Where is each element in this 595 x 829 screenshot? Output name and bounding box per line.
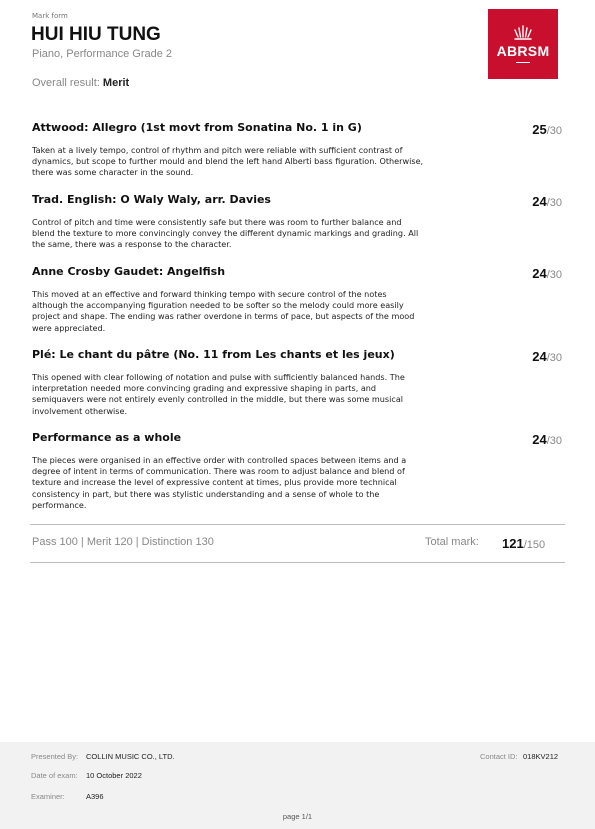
page-number: page 1/1 (282, 812, 313, 821)
totals-top-divider (30, 524, 565, 525)
item-comment: This moved at an effective and forward thinking tempo with secure control of the notes although the accompanying figuration needed to be softer so the melody could more easily project and shape. The ending was rather overdone in terms of pace, but aspects of the mood were appreciated. (32, 289, 415, 333)
item-mark (532, 121, 562, 139)
form-label: Mark form (32, 12, 68, 20)
item-mark (532, 265, 562, 283)
assessment-item (32, 193, 562, 251)
item-mark-out-of: /30 (546, 269, 562, 281)
item-comment: The pieces were organised in an effective order with controlled spaces between items and a degree of intent in terms of communication. There was room to adjust balance and blend of texture and increase the level of expressive content at times, plus provide more technical consistency in part, but there was stylistic understanding and a sense of whole to the performance. (32, 455, 407, 510)
overall-result (32, 77, 129, 89)
item-title: Performance as a whole (32, 431, 182, 444)
grade-thresholds: Pass 100 | Merit 120 | Distinction 130 (32, 536, 214, 548)
logo-underline (516, 62, 530, 64)
total-mark (502, 535, 545, 553)
examiner-value: A396 (86, 792, 104, 801)
candidate-name: HUI HIU TUNG (31, 24, 161, 45)
presented-by-value: COLLIN MUSIC CO., LTD. (86, 752, 175, 761)
totals-bottom-divider (30, 562, 565, 563)
assessment-item (32, 431, 562, 511)
item-mark-value: 24 (532, 432, 547, 447)
item-comment: Taken at a lively tempo, control of rhythm and pitch were reliable with sufficient contrast of dynamics, but scope to further mould and blend the left hand Alberti bass figuration. Otherwise, there was some character in the sound. (32, 145, 424, 178)
item-mark-value: 24 (532, 349, 547, 364)
item-mark-value: 24 (532, 266, 547, 281)
item-mark (532, 348, 562, 366)
exam-date-label: Date of exam: (31, 771, 78, 780)
item-mark-out-of: /30 (546, 352, 562, 364)
item-title: Plé: Le chant du pâtre (No. 11 from Les chants et les jeux) (32, 348, 395, 361)
item-mark-value: 25 (532, 122, 547, 137)
contact-id-label: Contact ID: (480, 752, 518, 761)
assessment-item (32, 348, 562, 417)
item-mark (532, 431, 562, 449)
abrsm-logo (488, 9, 558, 79)
exam-date-value: 10 October 2022 (86, 771, 142, 780)
total-mark-label: Total mark: (425, 536, 479, 548)
item-comment: This opened with clear following of notation and pulse with sufficiently balanced hands. The interpretation needed more convincing grading and expressive shaping in parts, and semiquavers were not entirely evenly controlled in the middle, but there was some musical involvement otherwise. (32, 372, 405, 416)
item-title: Trad. English: O Waly Waly, arr. Davies (32, 193, 271, 206)
item-mark-out-of: /30 (546, 197, 562, 209)
total-mark-value: 121 (502, 536, 524, 551)
examiner-label: Examiner: (31, 792, 65, 801)
overall-result-value: Merit (102, 77, 130, 89)
logo-text: ABRSM (496, 42, 550, 59)
item-title: Attwood: Allegro (1st movt from Sonatina No. 1 in G) (32, 121, 362, 134)
overall-result-label: Overall result: (32, 77, 100, 89)
footer (0, 742, 595, 829)
assessment-item (32, 265, 562, 334)
exam-subtitle: Piano, Performance Grade 2 (32, 48, 173, 60)
item-mark-out-of: /30 (546, 125, 562, 137)
crown-icon (511, 25, 535, 41)
total-mark-out-of: /150 (523, 539, 546, 551)
item-mark-out-of: /30 (546, 435, 562, 447)
assessment-item (32, 121, 562, 179)
item-mark (532, 193, 562, 211)
item-mark-value: 24 (532, 194, 547, 209)
item-comment: Control of pitch and time were consistently safe but there was room to further balance and blend the texture to more convincingly convey the different dynamic markings and grading. All the same, there was a response to the character. (32, 217, 419, 250)
item-title: Anne Crosby Gaudet: Angelfish (32, 265, 226, 278)
presented-by-label: Presented By: (31, 752, 79, 761)
contact-id-value: 018KV212 (523, 752, 559, 761)
